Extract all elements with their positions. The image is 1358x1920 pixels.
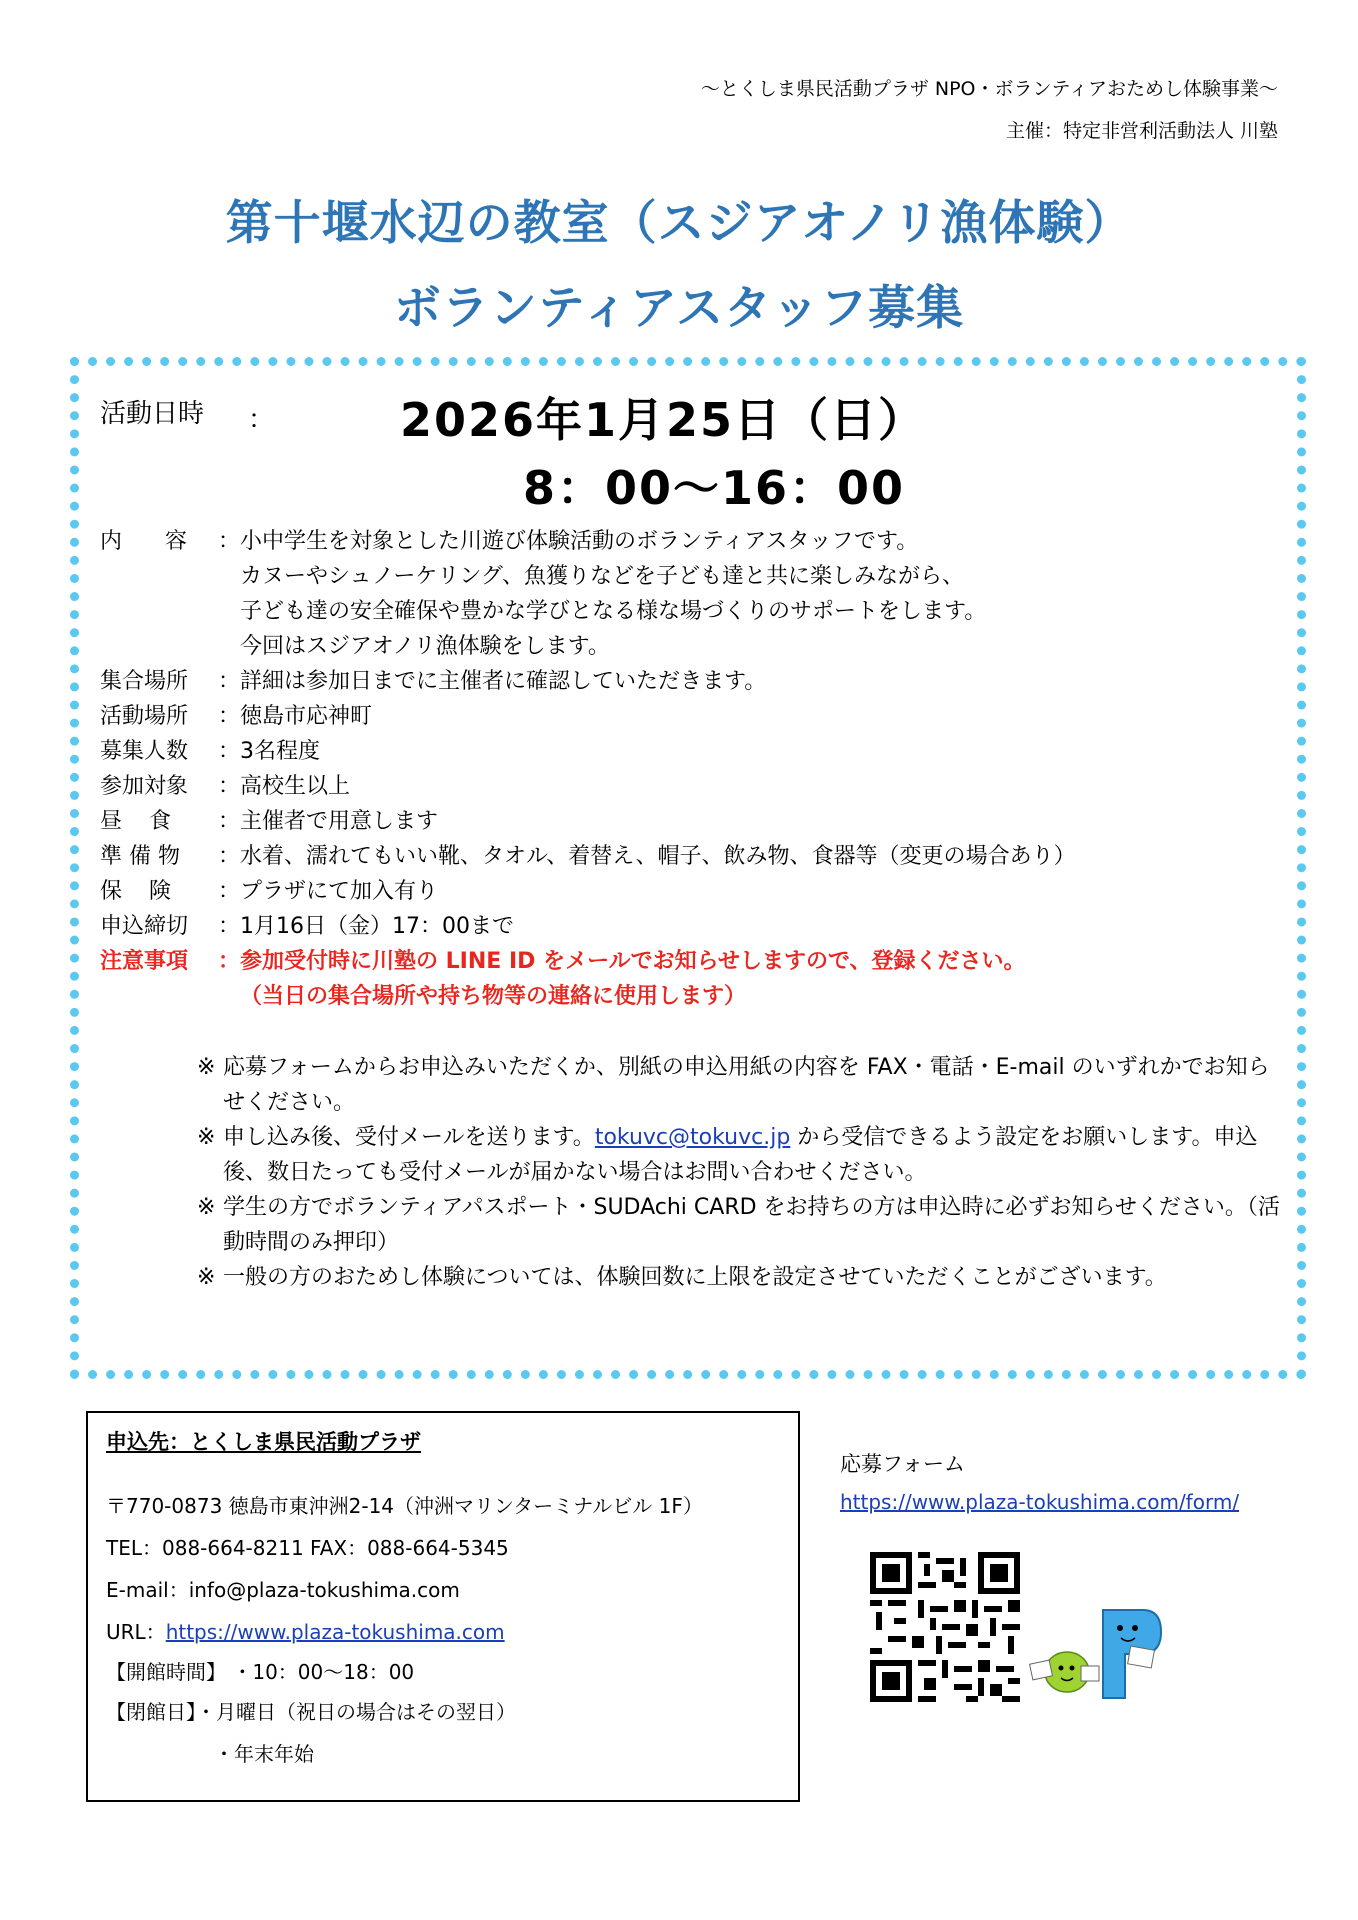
qr-code[interactable] (870, 1547, 1020, 1707)
note-4: ※ 一般の方のおためし体験については、体験回数に上限を設定させていただくことがございます。 (197, 1265, 1167, 1290)
contact-url-row: URL：https://www.plaza-tokushima.com (106, 1620, 505, 1644)
organizer: 主催：特定非営利活動法人 川塾 (1005, 120, 1278, 142)
content-line-1: 小中学生を対象とした川遊び体験活動のボランティアスタッフです。 (240, 529, 919, 554)
detail-row-capacity: 募集人数 ：3名程度 (100, 739, 320, 764)
contact-email-link[interactable]: tokuvc@tokuvc.jp (594, 1125, 791, 1150)
detail-row-meeting-place: 集合場所 ：詳細は参加日までに主催者に確認していただきます。 (100, 669, 767, 694)
caution-key: 注意事項 (100, 949, 189, 974)
closed-days-row: 【閉館日】・月曜日（祝日の場合はその翌日） (106, 1700, 516, 1724)
form-label: 応募フォーム (840, 1452, 965, 1476)
schedule-colon: ： (248, 405, 275, 435)
event-time: 8：00〜16：00 (523, 461, 906, 515)
content-line-3: 子ども達の安全確保や豊かな学びとなる様な場づくりのサポートをします。 (240, 599, 987, 624)
detail-row-target: 参加対象 ：高校生以上 (100, 774, 351, 799)
note-1: ※ 応募フォームからお申込みいただくか、別紙の申込用紙の内容を FAX・電話・E-mail のいずれかでお知らせください。 (197, 1055, 1270, 1115)
form-url-link[interactable]: https://www.plaza-tokushima.com/form/ (840, 1490, 1240, 1514)
mascot-illustration (1025, 1600, 1165, 1710)
page-subtitle: ボランティアスタッフ募集 (393, 281, 965, 336)
detail-row-insurance: 保 険 ：プラザにて加入有り (100, 879, 439, 904)
detail-row-caution: 注意事項 ：参加受付時に川塾の LINE ID をメールでお知らせしますので、登録ください。 (100, 947, 1026, 977)
contact-tel-fax: TEL：088-664-8211 FAX：088-664-5345 (106, 1536, 509, 1560)
contact-address: 〒770-0873 徳島市東沖洲2-14（沖洲マリンターミナルビル 1F） (106, 1494, 703, 1518)
event-date: 2026年1月25日（日） (400, 393, 927, 447)
closed-days-2: ・年末年始 (214, 1742, 314, 1766)
caution-line-2: （当日の集合場所や持ち物等の連絡に使用します） (240, 984, 747, 1009)
content-row: 内 容 ：小中学生を対象とした川遊び体験活動のボランティアスタッフです。 (100, 527, 918, 557)
caution-line-1: 参加受付時に川塾の LINE ID をメールでお知らせしますので、登録ください。 (240, 949, 1026, 974)
content-key: 内 容 (100, 529, 205, 554)
note-3: ※ 学生の方でボランティアパスポート・SUDAchi CARD をお持ちの方は申込時に必ずお知らせください。（活動時間のみ押印） (197, 1195, 1280, 1255)
contact-box (86, 1411, 800, 1802)
detail-row-lunch: 昼 食 ：主催者で用意します (100, 809, 439, 834)
opening-hours: 【開館時間】 ・10：00〜18：00 (106, 1660, 415, 1684)
program-name: 〜とくしま県民活動プラザ NPO・ボランティアおためし体験事業〜 (700, 78, 1278, 100)
contact-url-link[interactable]: https://www.plaza-tokushima.com (165, 1620, 505, 1644)
page-title: 第十堰水辺の教室（スジアオノリ漁体験） (225, 196, 1133, 251)
note-2: ※ 申し込み後、受付メールを送ります。tokuvc@tokuvc.jp から受信できるよう設定をお願いします。申込後、数日たっても受付メールが届かない場合はお問い合わせください。 (197, 1125, 1258, 1185)
schedule-label: 活動日時 (100, 399, 205, 429)
apply-to-heading: 申込先：とくしま県民活動プラザ (106, 1430, 421, 1454)
detail-row-activity-place: 活動場所 ：徳島市応神町 (100, 704, 373, 729)
content-line-4: 今回はスジアオノリ漁体験をします。 (240, 634, 610, 659)
detail-row-belongings: 準 備 物 ：水着、濡れてもいい靴、タオル、着替え、帽子、飲み物、食器等（変更の場合あり） (100, 844, 1076, 869)
detail-row-deadline: 申込締切 ：1月16日（金）17：00まで (100, 914, 514, 939)
contact-email: E-mail：info@plaza-tokushima.com (106, 1578, 460, 1602)
content-line-2: カヌーやシュノーケリング、魚獲りなどを子ども達と共に楽しみながら、 (240, 564, 965, 589)
